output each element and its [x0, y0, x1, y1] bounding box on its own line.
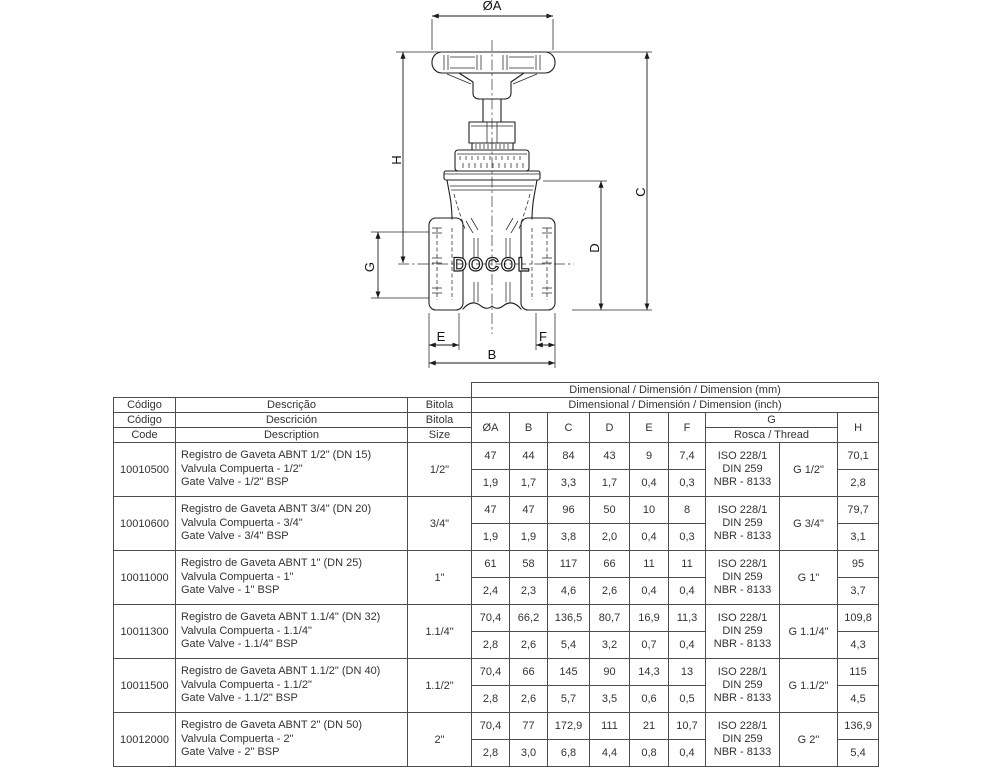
value-inch-d: 2,0 [590, 524, 630, 551]
header-col-a: ØA [472, 413, 510, 443]
value-mm-e: 9 [630, 443, 669, 470]
norm-line: NBR - 8133 [713, 746, 772, 758]
description-line: Valvula Compuerta - 2" [181, 732, 294, 745]
description-line: Gate Valve - 1/2" BSP [181, 476, 289, 489]
header-desc-pt: Descrição [176, 398, 408, 413]
size-cell: 1" [408, 551, 472, 605]
value-mm-a: 61 [472, 551, 510, 578]
header-desc-es: Descrición [176, 413, 408, 428]
value-mm-a: 70,4 [472, 659, 510, 686]
value-inch-h: 3,1 [838, 524, 879, 551]
value-inch-c: 5,4 [548, 632, 590, 659]
size-cell: 3/4" [408, 497, 472, 551]
value-mm-h: 95 [838, 551, 879, 578]
value-mm-c: 172,9 [548, 713, 590, 740]
value-inch-a: 2,4 [472, 578, 510, 605]
norm-line: ISO 228/1 [717, 558, 768, 570]
header-size-en: Size [408, 428, 472, 443]
value-mm-b: 77 [510, 713, 548, 740]
description-cell [176, 659, 408, 713]
header-thread: Rosca / Thread [706, 428, 838, 443]
value-mm-h: 79,7 [838, 497, 879, 524]
value-inch-c: 4,6 [548, 578, 590, 605]
norm-line: DIN 259 [722, 733, 763, 745]
description-line: Valvula Compuerta - 1/2" [181, 462, 303, 475]
value-inch-d: 3,5 [590, 686, 630, 713]
value-mm-b: 47 [510, 497, 548, 524]
size-cell: 1.1/2" [408, 659, 472, 713]
value-mm-f: 7,4 [669, 443, 706, 470]
dim-label-b: B [487, 347, 497, 362]
value-inch-f: 0,3 [669, 524, 706, 551]
header-col-f: F [669, 413, 706, 443]
value-inch-e: 0,4 [630, 524, 669, 551]
value-mm-e: 10 [630, 497, 669, 524]
value-mm-f: 11,3 [669, 605, 706, 632]
value-mm-f: 11 [669, 551, 706, 578]
value-inch-e: 0,6 [630, 686, 669, 713]
code-cell: 10011300 [114, 605, 176, 659]
value-inch-a: 2,8 [472, 740, 510, 767]
norm-line: NBR - 8133 [713, 530, 772, 542]
norm-cell [706, 551, 780, 605]
header-dimensional-inch: Dimensional / Dimensión / Dimension (inch) [472, 398, 879, 413]
thread-cell: G 1.1/4" [780, 605, 838, 659]
value-mm-c: 96 [548, 497, 590, 524]
description-line: Registro de Gaveta ABNT 1" (DN 25) [181, 557, 363, 570]
code-cell: 10010600 [114, 497, 176, 551]
value-mm-a: 70,4 [472, 605, 510, 632]
value-inch-f: 0,4 [669, 578, 706, 605]
value-mm-d: 90 [590, 659, 630, 686]
header-col-g: G [706, 413, 838, 428]
header-col-h: H [838, 413, 879, 443]
value-inch-a: 2,8 [472, 632, 510, 659]
value-mm-h: 70,1 [838, 443, 879, 470]
header-desc-en: Description [176, 428, 408, 443]
thread-cell: G 3/4" [780, 497, 838, 551]
value-mm-c: 145 [548, 659, 590, 686]
norm-line: ISO 228/1 [717, 504, 768, 516]
handwheel [432, 52, 555, 73]
description-line: Registro de Gaveta ABNT 2" (DN 50) [181, 719, 363, 732]
norm-cell [706, 713, 780, 767]
description-line: Registro de Gaveta ABNT 1/2" (DN 15) [181, 449, 372, 462]
size-cell: 2" [408, 713, 472, 767]
value-inch-d: 3,2 [590, 632, 630, 659]
code-cell: 10010500 [114, 443, 176, 497]
value-mm-d: 50 [590, 497, 630, 524]
header-dimensional-mm: Dimensional / Dimensión / Dimension (mm) [472, 383, 879, 398]
dim-d [543, 181, 607, 310]
description-cell [176, 551, 408, 605]
header-col-d: D [590, 413, 630, 443]
description-line: Valvula Compuerta - 3/4" [181, 516, 303, 529]
value-inch-e: 0,8 [630, 740, 669, 767]
value-inch-b: 2,3 [510, 578, 548, 605]
value-inch-h: 5,4 [838, 740, 879, 767]
value-inch-h: 2,8 [838, 470, 879, 497]
dim-diameter-a [432, 0, 553, 50]
value-inch-a: 2,8 [472, 686, 510, 713]
dim-label-diameter-a: ØA [482, 0, 502, 13]
header-col-c: C [548, 413, 590, 443]
dim-label-g: G [362, 261, 377, 273]
norm-line: ISO 228/1 [717, 666, 768, 678]
gland-ring [472, 143, 513, 150]
thread-cell: G 1" [780, 551, 838, 605]
norm-line: DIN 259 [722, 517, 763, 529]
thread-cell: G 1.1/2" [780, 659, 838, 713]
value-inch-a: 1,9 [472, 470, 510, 497]
description-line: Gate Valve - 2" BSP [181, 746, 280, 759]
header-size-pt: Bitola [408, 398, 472, 413]
norm-line: NBR - 8133 [713, 638, 772, 650]
value-mm-b: 66,2 [510, 605, 548, 632]
value-mm-d: 43 [590, 443, 630, 470]
header-code-es: Código [114, 413, 176, 428]
value-inch-f: 0,4 [669, 632, 706, 659]
description-line: Valvula Compuerta - 1" [181, 570, 294, 583]
header-code-pt: Código [114, 398, 176, 413]
value-mm-c: 117 [548, 551, 590, 578]
dim-h [389, 52, 404, 263]
norm-line: DIN 259 [722, 679, 763, 691]
description-cell [176, 605, 408, 659]
value-inch-c: 5,7 [548, 686, 590, 713]
value-inch-b: 3,0 [510, 740, 548, 767]
dim-f [536, 313, 555, 350]
value-mm-c: 136,5 [548, 605, 590, 632]
norm-cell [706, 443, 780, 497]
code-cell: 10012000 [114, 713, 176, 767]
value-mm-d: 111 [590, 713, 630, 740]
value-inch-e: 0,4 [630, 578, 669, 605]
value-inch-f: 0,4 [669, 740, 706, 767]
value-mm-h: 109,8 [838, 605, 879, 632]
value-inch-c: 3,3 [548, 470, 590, 497]
norm-line: ISO 228/1 [717, 720, 768, 732]
value-inch-e: 0,4 [630, 470, 669, 497]
value-mm-a: 47 [472, 497, 510, 524]
description-line: Gate Valve - 1.1/4" BSP [181, 638, 298, 651]
norm-line: ISO 228/1 [717, 612, 768, 624]
value-inch-e: 0,7 [630, 632, 669, 659]
value-mm-d: 80,7 [590, 605, 630, 632]
valve-technical-drawing [0, 0, 986, 380]
value-inch-d: 2,6 [590, 578, 630, 605]
value-mm-a: 47 [472, 443, 510, 470]
value-inch-h: 4,5 [838, 686, 879, 713]
value-inch-c: 6,8 [548, 740, 590, 767]
norm-cell [706, 605, 780, 659]
norm-line: DIN 259 [722, 625, 763, 637]
value-mm-e: 16,9 [630, 605, 669, 632]
dim-e [429, 313, 459, 350]
value-mm-b: 58 [510, 551, 548, 578]
description-line: Gate Valve - 3/4" BSP [181, 530, 289, 543]
dim-label-e: E [436, 329, 446, 344]
thread-cell: G 1/2" [780, 443, 838, 497]
value-mm-d: 66 [590, 551, 630, 578]
header-col-e: E [630, 413, 669, 443]
value-inch-b: 2,6 [510, 632, 548, 659]
header-code-en: Code [114, 428, 176, 443]
value-mm-e: 21 [630, 713, 669, 740]
thread-cell: G 2" [780, 713, 838, 767]
value-inch-f: 0,3 [669, 470, 706, 497]
norm-cell [706, 659, 780, 713]
norm-line: DIN 259 [722, 463, 763, 475]
description-line: Gate Valve - 1.1/2" BSP [181, 692, 298, 705]
value-mm-c: 84 [548, 443, 590, 470]
value-mm-e: 14,3 [630, 659, 669, 686]
value-inch-b: 1,7 [510, 470, 548, 497]
header-col-b: B [510, 413, 548, 443]
norm-line: DIN 259 [722, 571, 763, 583]
norm-line: NBR - 8133 [713, 692, 772, 704]
code-cell: 10011000 [114, 551, 176, 605]
norm-cell [706, 497, 780, 551]
brand-logo: DOCOL [452, 255, 532, 276]
value-mm-f: 8 [669, 497, 706, 524]
value-inch-h: 4,3 [838, 632, 879, 659]
centerlines [398, 40, 574, 334]
size-cell: 1/2" [408, 443, 472, 497]
value-mm-b: 66 [510, 659, 548, 686]
value-inch-c: 3,8 [548, 524, 590, 551]
value-inch-d: 1,7 [590, 470, 630, 497]
code-cell: 10011500 [114, 659, 176, 713]
norm-line: NBR - 8133 [713, 476, 772, 488]
norm-line: NBR - 8133 [713, 584, 772, 596]
size-cell: 1.1/4" [408, 605, 472, 659]
description-line: Valvula Compuerta - 1.1/2" [181, 678, 312, 691]
value-inch-a: 1,9 [472, 524, 510, 551]
dim-label-f: F [539, 329, 547, 344]
value-mm-e: 11 [630, 551, 669, 578]
value-inch-d: 4,4 [590, 740, 630, 767]
header-size-es: Bitola [408, 413, 472, 428]
dim-label-c: C [633, 187, 648, 197]
value-mm-f: 10,7 [669, 713, 706, 740]
description-cell [176, 443, 408, 497]
value-mm-h: 136,9 [838, 713, 879, 740]
value-inch-b: 2,6 [510, 686, 548, 713]
value-inch-h: 3,7 [838, 578, 879, 605]
description-line: Valvula Compuerta - 1.1/4" [181, 624, 312, 637]
value-mm-b: 44 [510, 443, 548, 470]
value-mm-h: 115 [838, 659, 879, 686]
value-mm-f: 13 [669, 659, 706, 686]
description-cell [176, 497, 408, 551]
dim-label-d: D [587, 243, 602, 253]
dimensions-table [113, 382, 879, 767]
description-line: Gate Valve - 1" BSP [181, 584, 280, 597]
description-line: Registro de Gaveta ABNT 3/4" (DN 20) [181, 503, 372, 516]
description-line: Registro de Gaveta ABNT 1.1/2" (DN 40) [181, 665, 381, 678]
description-line: Registro de Gaveta ABNT 1.1/4" (DN 32) [181, 611, 381, 624]
value-mm-a: 70,4 [472, 713, 510, 740]
dim-g [362, 232, 429, 298]
header-spacer [114, 383, 472, 398]
description-cell [176, 713, 408, 767]
value-inch-b: 1,9 [510, 524, 548, 551]
dim-label-h: H [389, 155, 404, 165]
norm-line: ISO 228/1 [717, 450, 768, 462]
value-inch-f: 0,5 [669, 686, 706, 713]
